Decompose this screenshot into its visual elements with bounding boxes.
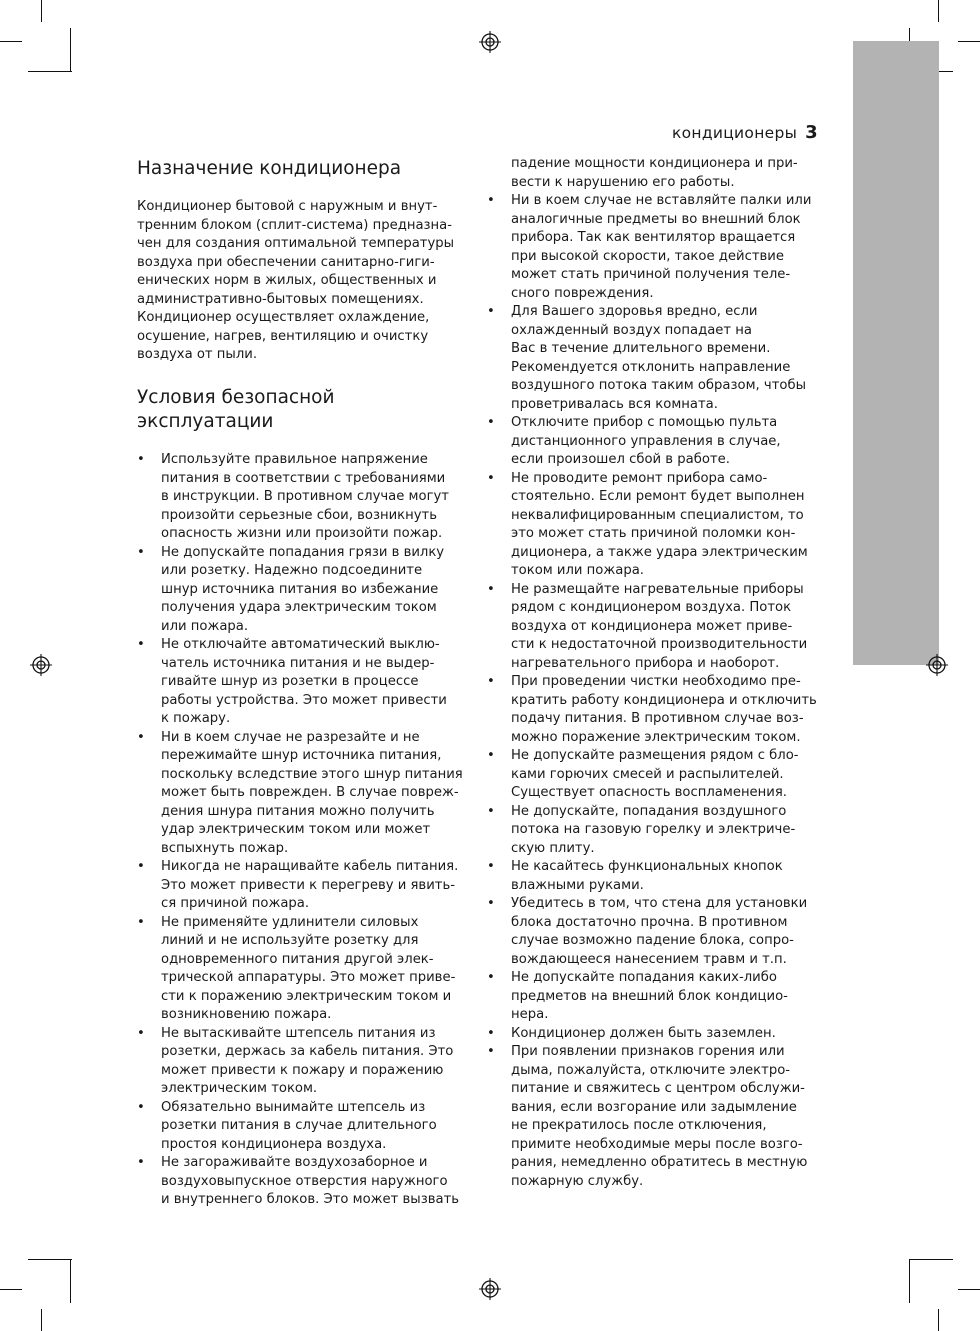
crop-mark bbox=[909, 1259, 910, 1303]
list-item: • Не отключайте автоматический выклю- чатель источника питания и не выдер- гивайте шнур из розетки в процессе работы устройства. Это может привести к пожару. bbox=[137, 636, 477, 729]
list-item: • Не допускайте попадания грязи в вилку или розетку. Надежно подсоедините шнур источника питания во избежание получения удара электрическим током или пожара. bbox=[137, 544, 477, 637]
crop-mark bbox=[70, 28, 71, 72]
list-item: • Не касайтесь функциональных кнопок влажными руками. bbox=[487, 858, 827, 895]
list-item: • Не размещайте нагревательные приборы рядом с кондиционером воздуха. Поток воздуха от кондиционера может приве- сти к недостаточной производительности нагревательного прибора и наоборот. bbox=[487, 581, 827, 674]
list-item: • Не допускайте размещения рядом с бло- ками горючих смесей и распылителей. Существует опасность воспламенения. bbox=[487, 747, 827, 803]
crop-mark bbox=[41, 1309, 42, 1331]
crop-mark bbox=[28, 71, 72, 72]
safety-heading: Условия безопасной эксплуатации bbox=[137, 387, 335, 432]
page-number: 3 bbox=[805, 122, 818, 143]
list-item: • Не применяйте удлинители силовых линий и не используйте розетку для одновременного питания другой элек- трической аппаратуры. Это может приве- сти к поражению электрическим током и возникновению пожара. bbox=[137, 914, 477, 1025]
registration-mark-icon bbox=[479, 31, 501, 53]
crop-mark bbox=[0, 41, 22, 42]
list-item: • Обязательно вынимайте штепсель из розетки питания в случае длительного простоя кондиционера воздуха. bbox=[137, 1099, 477, 1155]
list-item: • Используйте правильное напряжение питания в соответствии с требованиями в инструкции. В противном случае могут произойти серьезные сбои, возникнуть опасность жизни или произойти пожар. bbox=[137, 451, 477, 544]
crop-mark bbox=[938, 0, 939, 22]
safety-list-left bbox=[137, 451, 477, 1210]
crop-mark bbox=[958, 1289, 980, 1290]
registration-mark-icon bbox=[926, 654, 948, 676]
list-item: • Для Вашего здоровья вредно, если охлажденный воздух попадает на Вас в течение длительного времени. Рекомендуется отклонить направление воздушного потока таким образом, чтобы проветривалась вся комната. bbox=[487, 303, 827, 414]
list-item: • Отключите прибор с помощью пульта дистанционного управления в случае, если произошел сбой в работе. bbox=[487, 414, 827, 470]
list-item-continuation: падение мощности кондиционера и при- вести к нарушению его работы. bbox=[511, 156, 798, 190]
crop-mark bbox=[958, 41, 980, 42]
list-item: • Не допускайте, попадания воздушного потока на газовую горелку и электриче- скую плиту. bbox=[487, 803, 827, 859]
crop-mark bbox=[909, 1259, 953, 1260]
list-item: • Никогда не наращивайте кабель питания. Это может привести к перегреву и явить- ся причиной пожара. bbox=[137, 858, 477, 914]
registration-mark-icon bbox=[30, 654, 52, 676]
crop-mark bbox=[938, 1309, 939, 1331]
registration-mark-icon bbox=[479, 1278, 501, 1300]
purpose-heading: Назначение кондиционера bbox=[137, 158, 402, 179]
list-item: • Не проводите ремонт прибора само- стоятельно. Если ремонт будет выполнен неквалифицированным специалистом, то это может стать причиной поломки кон- диционера, а также удара электрическим током или пожара. bbox=[487, 470, 827, 581]
safety-list-right bbox=[487, 192, 827, 1191]
purpose-paragraph: Кондиционер бытовой с наружным и внут- тренним блоком (сплит-система) предназна- чен для создания оптимальной температуры воздуха при обеспечении санитарно-гиги- енических норм в жилых, общественных и административно-бытовых помещениях. Кондиционер осуществляет охлаждение, осушение, нагрев, вентиляцию и очистку воздуха от пыли. bbox=[137, 199, 455, 362]
list-item: • При появлении признаков горения или дыма, пожалуйста, отключите электро- питание и свяжитесь с центром обслужи- вания, если возгорание или задымление не прекратилось после отключения, примите необходимые меры после возго- рания, немедленно обратитесь в местную пожарную службу. bbox=[487, 1043, 827, 1191]
crop-mark bbox=[70, 1259, 71, 1303]
list-item: • Убедитесь в том, что стена для установки блока достаточно прочна. В противном случае возможно падение блока, сопро- вождающееся нанесением травм и т.п. bbox=[487, 895, 827, 969]
crop-mark bbox=[28, 1259, 72, 1260]
list-item: • Ни в коем случае не разрезайте и не пережимайте шнур источника питания, поскольку вследствие этого шнур питания может быть поврежден. В случае повреж- дения шнура питания можно получить удар электрическим током или может вспыхнуть пожар. bbox=[137, 729, 477, 859]
running-header bbox=[672, 122, 818, 143]
crop-mark bbox=[41, 0, 42, 22]
list-item: • Кондиционер должен быть заземлен. bbox=[487, 1025, 827, 1044]
list-item: • Не вытаскивайте штепсель питания из розетки, держась за кабель питания. Это может привести к пожару и поражению электрическим током. bbox=[137, 1025, 477, 1099]
list-item: • Не допускайте попадания каких-либо предметов на внешний блок кондицио- нера. bbox=[487, 969, 827, 1025]
list-item: • Ни в коем случае не вставляйте палки или аналогичные предметы во внешний блок прибора. Так как вентилятор вращается при высокой скорости, такое действие может стать причиной получения теле- сного повреждения. bbox=[487, 192, 827, 303]
list-item: • Не загораживайте воздухозаборное и воздуховыпускное отверстия наружного и внутреннего блоков. Это может вызвать bbox=[137, 1154, 477, 1210]
crop-mark bbox=[0, 1289, 22, 1290]
list-item: • При проведении чистки необходимо пре- кратить работу кондиционера и отключить подачу питания. В противном случае воз- можно поражение электрическим током. bbox=[487, 673, 827, 747]
header-section-title: кондиционеры bbox=[671, 124, 798, 142]
section-tab bbox=[853, 41, 939, 665]
